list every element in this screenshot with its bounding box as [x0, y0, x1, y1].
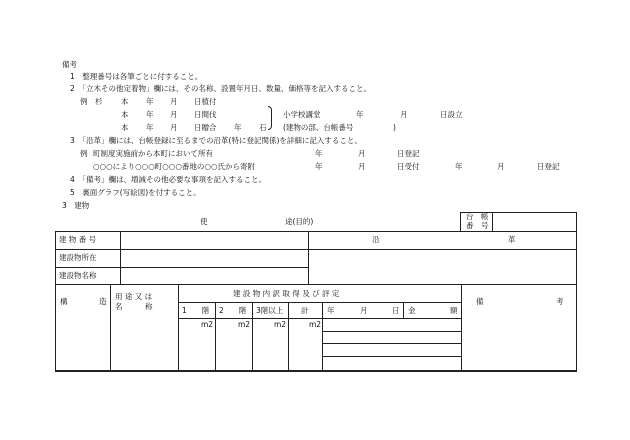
school-label: 小学校講堂	[283, 110, 321, 119]
section-title: 3 建物	[62, 201, 90, 210]
building-location-label: 建設物所在	[59, 253, 97, 262]
building-name-label: 建設物名称	[59, 271, 97, 280]
unit-total: m2	[309, 320, 322, 329]
col-total: 計	[301, 306, 309, 315]
daicho-label-a: 台 帳	[466, 212, 489, 221]
example2-line-1: 町制度実施前から本町において所有	[93, 149, 213, 158]
example2-label: 例	[80, 149, 88, 158]
col-day: 日	[392, 306, 400, 315]
ex2-l2-year2: 年	[455, 162, 463, 171]
youto-label-b: 途(目的)	[285, 217, 314, 226]
col-1f: 1 階	[182, 306, 210, 315]
note-item-4: 4 「備考」欄は、増減その他必要な事項を記入すること。	[70, 175, 267, 184]
note-item-2: 2 「立木その他定着物」欄には、その名称、設置年月日、数量、価格等を記入すること。	[70, 84, 372, 93]
youto-or-name-a: 用 途 又 は	[115, 292, 153, 301]
ex2-l1-year: 年	[315, 149, 323, 158]
youto-or-name-b: 名 称	[115, 302, 153, 311]
ex2-l2-day2: 日登記	[537, 162, 560, 171]
col-2f: 2 階	[219, 306, 247, 315]
col-kin: 金	[408, 306, 416, 315]
enkaku-label-a: 沿	[372, 235, 380, 244]
col-month: 月	[360, 306, 368, 315]
ex2-l2-month2: 月	[497, 162, 505, 171]
ex2-l1-month: 月	[358, 149, 366, 158]
kouzou-label-b: 造	[99, 297, 107, 306]
brace-mark	[268, 106, 272, 130]
building-number-label: 建 物 番 号	[59, 235, 97, 244]
ex2-l1-day: 日登記	[397, 149, 420, 158]
youto-label-a: 使	[200, 217, 208, 226]
school-month: 月	[400, 110, 408, 119]
building-note: (建物の部、台帳番号	[283, 123, 354, 132]
uchiwake-header: 建 設 物 内 訳 取 得 及 び 評 定	[233, 289, 340, 298]
ex2-l2-year: 年	[315, 162, 323, 171]
note-item-3: 3 「沿革」欄には、台帳登録に至るまでの沿革(特に登記関係)を詳細に記入すること。	[70, 136, 362, 145]
example2-line-2: ○○○により○○○町○○○番地の○○氏から寄附	[93, 162, 255, 171]
notes-heading: 備考	[62, 60, 77, 69]
unit-2f: m2	[238, 320, 251, 329]
note-item-1: 1 整理番号は各筆ごとに付すること。	[70, 72, 203, 81]
col-gaku: 額	[450, 306, 458, 315]
bikou-label-b: 考	[556, 297, 564, 306]
bikou-label-a: 備	[476, 297, 484, 306]
unit-3f: m2	[274, 320, 287, 329]
daicho-label-b: 番 号	[466, 221, 489, 230]
col-year: 年	[327, 306, 335, 315]
building-note-close: )	[393, 123, 396, 132]
unit-1f: m2	[201, 320, 214, 329]
school-year: 年	[356, 110, 364, 119]
example-label: 例 杉	[80, 97, 103, 106]
col-3f: 3階以上	[256, 306, 284, 315]
kouzou-label-a: 構	[60, 297, 68, 306]
note-item-5: 5 裏面グラフ(写絵図)を付すること。	[70, 188, 201, 197]
school-day: 日設立	[440, 110, 463, 119]
ex2-l2-month: 月	[358, 162, 366, 171]
ex2-l2-uketsuke: 日受付	[397, 162, 420, 171]
enkaku-label-b: 革	[508, 235, 516, 244]
